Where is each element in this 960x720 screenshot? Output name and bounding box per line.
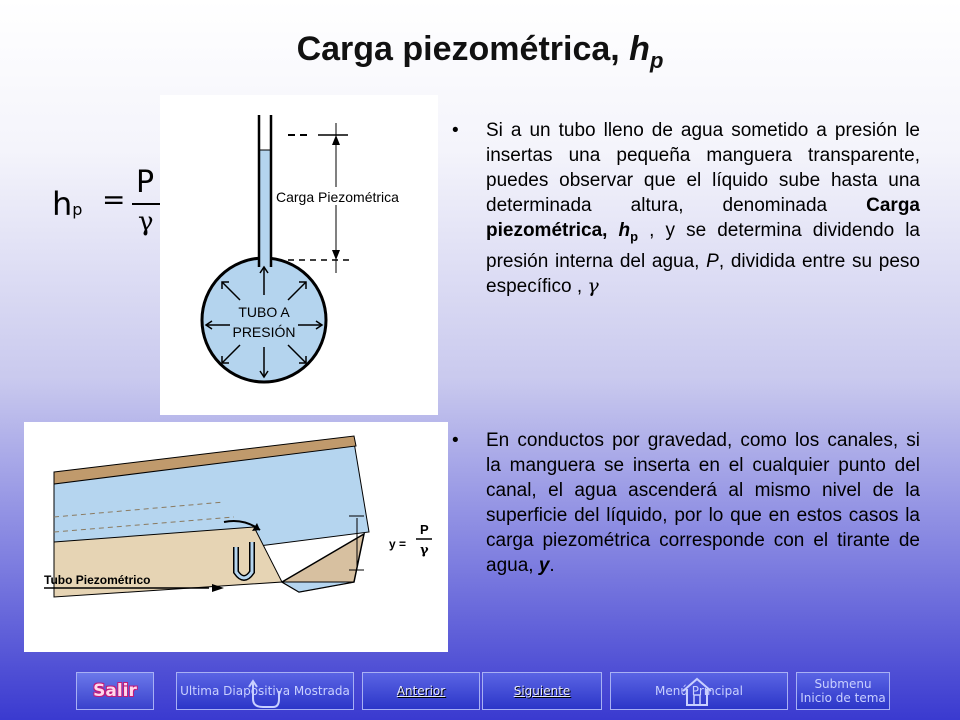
bullet1-bold-variable: h (618, 220, 631, 241)
formula-denominator: γ (138, 207, 154, 237)
pressure-tube-svg (160, 95, 438, 415)
previous-button[interactable]: Anterior (362, 672, 480, 710)
pressure-tube-diagram (160, 95, 438, 415)
bullet1-text-part2: , y se determina dividendo la presión interna del agua, (486, 220, 920, 272)
next-button[interactable]: Siguiente (482, 672, 602, 710)
bullet-gravity-channel (450, 428, 920, 578)
bullet1-bold-term: Carga piezométrica, (486, 195, 920, 241)
title-variable: h (629, 30, 650, 68)
piezometric-tube-label: Tubo Piezométrico (44, 573, 151, 587)
bullet1-text-part1: Si a un tubo lleno de agua sometido a presión le insertas una pequeña manguera transparente, puedes observar que el líquido sube hasta una determinada altura, denominada (486, 120, 920, 216)
bullet-dot: • (452, 120, 459, 141)
main-menu-label: Menú Principal (655, 684, 743, 698)
formula-subscript: p (72, 200, 83, 219)
formula-equals: = (102, 183, 126, 216)
channel-svg (24, 422, 448, 652)
exit-button[interactable]: Salir (76, 672, 154, 710)
submenu-topic-start-button[interactable] (796, 672, 890, 710)
depth-numerator: P (420, 522, 429, 537)
depth-denominator: γ (420, 543, 429, 558)
bullet1-text-part3: , dividida entre su peso específico , (486, 250, 920, 297)
tube-label-line1: TUBO A (238, 304, 290, 320)
bullet2-text-part1: En conductos por gravedad, como los canales, si la manguera se inserta en el cualquier punto del canal, el agua ascenderá al mismo nivel de la superficie del líquido, por lo que en estos casos la carga piezométrica corresponde con el tirante de agua, (486, 430, 920, 576)
bullet1-var-p: P (706, 250, 719, 272)
formula-h: h (52, 185, 73, 223)
bullet-dot: • (452, 430, 459, 451)
bullet1-bold-subscript: p (630, 228, 639, 244)
title-text: Carga piezométrica, (296, 30, 630, 68)
navigation-bar (0, 672, 960, 710)
piezometric-head-label: Carga Piezométrica (276, 189, 399, 205)
slide-title (0, 30, 960, 73)
fraction-bar (132, 203, 162, 205)
depth-label: y = (389, 537, 407, 551)
title-subscript: p (649, 48, 664, 73)
piezometric-formula (52, 165, 162, 245)
bullet1-gamma: γ (587, 274, 599, 297)
bullet-pressure-tube (450, 118, 920, 299)
channel-diagram (24, 422, 448, 652)
formula-numerator: P (136, 165, 155, 200)
last-viewed-slide-label: Ultima Diapositiva Mostrada (180, 684, 350, 698)
last-viewed-slide-button[interactable] (176, 672, 354, 710)
bullet2-text-part2: . (549, 555, 555, 576)
bullet2-var-y: y (538, 555, 550, 576)
formula-lhs (52, 185, 82, 223)
submenu-label-line1: Submenu (814, 677, 872, 691)
tube-label-line2: PRESIÓN (232, 324, 296, 340)
submenu-label-line2: Inicio de tema (800, 691, 886, 705)
main-menu-button[interactable] (610, 672, 788, 710)
